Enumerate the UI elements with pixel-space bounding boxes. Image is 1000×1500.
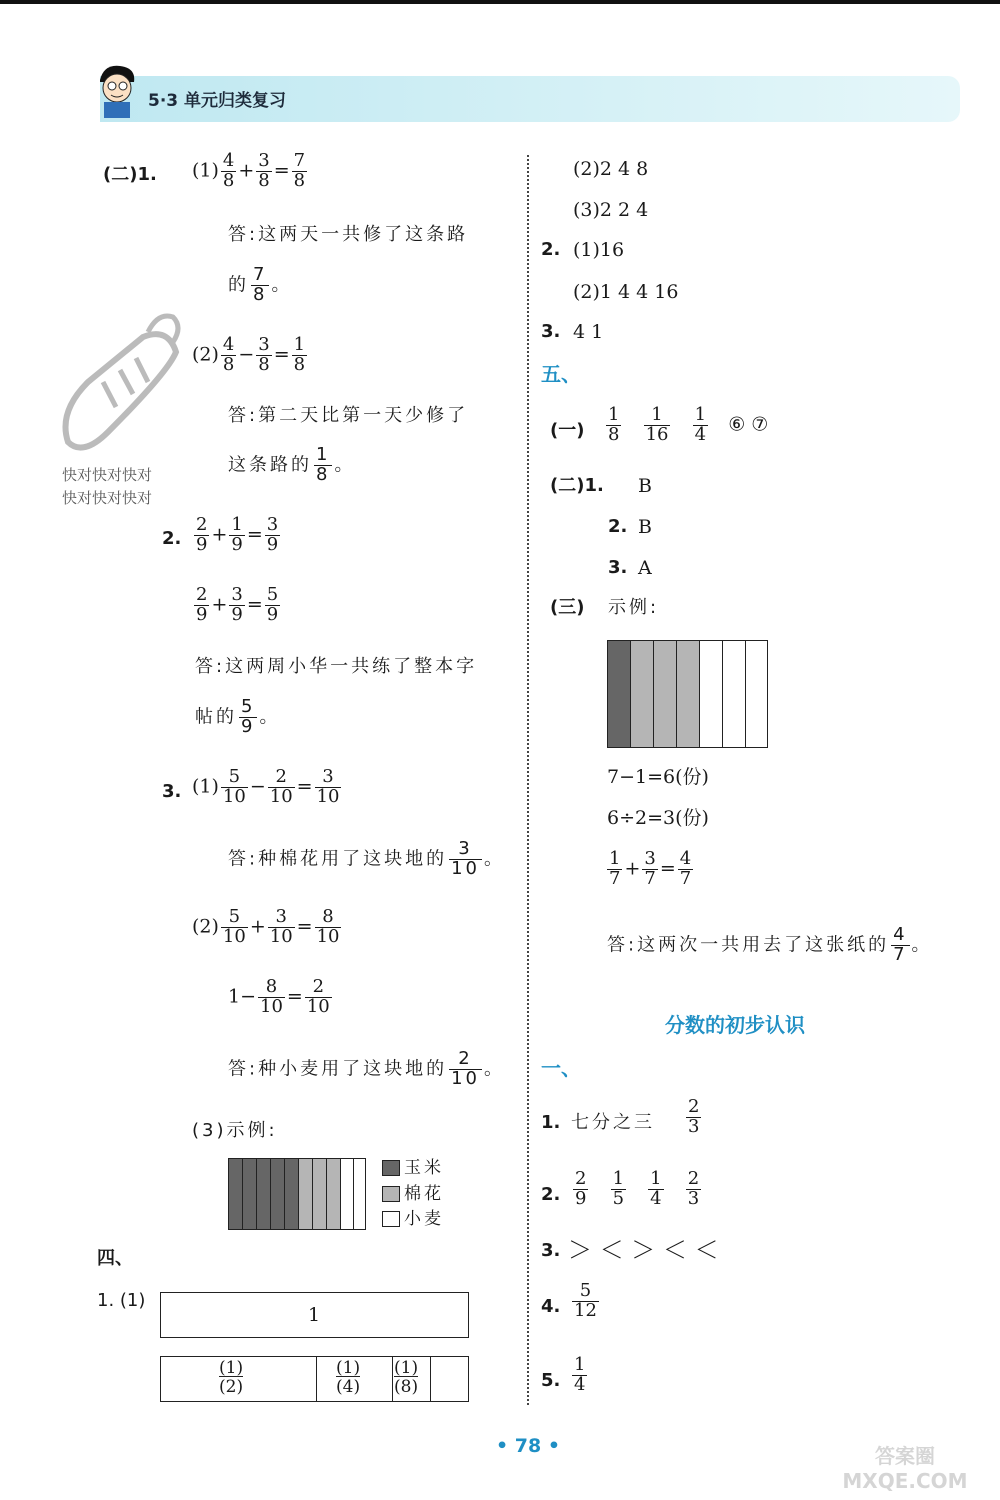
half-label: (1) (2) xyxy=(219,1358,244,1397)
corn-part xyxy=(271,1159,285,1229)
q1-1-equation: (1) $\frac{4}{8}$ + $\frac{3}{8}$ = $\frac{7}{8}$ xyxy=(192,150,306,191)
corn-part xyxy=(257,1159,271,1229)
q3-2-answer: 答:种小麦用了这块地的 $\frac{2}{10}$ 。 xyxy=(228,1048,505,1089)
r-line-3: (1)16 xyxy=(573,239,625,261)
legend-swatch xyxy=(382,1160,400,1176)
fq5-label: 5. xyxy=(541,1370,561,1391)
s5-2-3-label: 3. xyxy=(608,557,628,578)
watermark-text: 答案圈 MXQE.COM xyxy=(842,1444,968,1493)
fq2-fracs: $\frac{2}{9}$ $\frac{1}{5}$ $\frac{1}{4}$ $\frac{2}{3}$ xyxy=(575,1168,700,1209)
corn-part xyxy=(243,1159,257,1229)
section-2-label: (二)1. xyxy=(103,164,157,185)
whole-bar xyxy=(160,1292,469,1338)
s5-3-label: (三) xyxy=(550,597,585,618)
q1-1-answer-line1: 答:这两天一共修了这条路 xyxy=(228,224,469,245)
q3-1-answer: 答:种棉花用了这块地的 $\frac{3}{10}$ 。 xyxy=(228,838,505,879)
fq2-label: 2. xyxy=(541,1184,561,1205)
fq5-frac: $\frac{1}{4}$ xyxy=(574,1354,586,1395)
header-title: 5·3 单元归类复习 xyxy=(148,91,287,111)
r-line-1: (2)2 4 8 xyxy=(573,158,649,180)
paper-diagram xyxy=(607,640,768,748)
used-part xyxy=(677,641,700,747)
sketch-text-2: 快对快对快对 xyxy=(62,489,153,507)
top-border xyxy=(0,0,1000,4)
fq3-label: 3. xyxy=(541,1240,561,1261)
legend-swatch xyxy=(382,1186,400,1202)
used-part xyxy=(654,641,677,747)
calc-3: $\frac{1}{7}$ + $\frac{3}{7}$ = $\frac{4}{7}$ xyxy=(609,848,692,889)
r-line-2: (3)2 2 4 xyxy=(573,199,649,221)
quarter-label: (1) (4) xyxy=(336,1358,361,1397)
s5-2-2-label: 2. xyxy=(608,516,628,537)
r-q2-label: 2. xyxy=(541,239,561,260)
s5-2-3: A xyxy=(638,557,652,579)
q3-2-equation: (2) $\frac{5}{10}$ + $\frac{3}{10}$ = $\frac{8}{10}$ xyxy=(192,906,340,947)
legend-cotton: 棉花 xyxy=(382,1186,444,1203)
used-part xyxy=(608,641,631,747)
fq4-frac: $\frac{5}{12}$ xyxy=(574,1280,597,1321)
calc-answer: 答:这两次一共用去了这张纸的 $\frac{4}{7}$ 。 xyxy=(607,924,933,965)
cotton-part xyxy=(327,1159,341,1229)
q2-label: 2. xyxy=(162,528,182,549)
column-divider xyxy=(527,155,529,1405)
s5-2-label: (二)1. xyxy=(550,475,604,496)
calc-2: 6÷2=3(份) xyxy=(607,807,709,829)
r-line-5: 4 1 xyxy=(573,321,604,343)
fq1-text: 七分之三 xyxy=(571,1112,655,1133)
unused-part xyxy=(700,641,723,747)
whole-bar-label: 1 xyxy=(308,1304,321,1326)
fq3-text: ＞ ＜ ＞ ＜ ＜ xyxy=(568,1236,719,1264)
q1-2-answer-line2: 这条路的 $\frac{1}{8}$ 。 xyxy=(228,444,356,485)
q3-2-equation-b: 1− $\frac{8}{10}$ = $\frac{2}{10}$ xyxy=(228,976,330,1017)
boy-mascot-icon xyxy=(94,62,140,118)
fq4-label: 4. xyxy=(541,1296,561,1317)
s5-2-1: B xyxy=(638,475,652,497)
split-bar xyxy=(160,1356,469,1402)
q2-equation-2: $\frac{2}{9}$ + $\frac{3}{9}$ = $\frac{5}{9}$ xyxy=(196,584,279,625)
s5-2-2: B xyxy=(638,516,652,538)
page-number: • 78 • xyxy=(496,1435,560,1457)
r-line-4: (2)1 4 4 16 xyxy=(573,281,679,303)
watermark-logo xyxy=(820,1412,990,1492)
legend-wheat: 小麦 xyxy=(382,1211,444,1228)
q2-equation-1: $\frac{2}{9}$ + $\frac{1}{9}$ = $\frac{3}{9}$ xyxy=(196,514,279,555)
corn-part xyxy=(285,1159,299,1229)
wheat-part xyxy=(341,1159,354,1229)
section-1-label: 一、 xyxy=(541,1056,581,1080)
q2-answer-line1: 答:这两周小华一共练了整本字 xyxy=(195,656,478,677)
q1-2-answer-line1: 答:第二天比第一天少修了 xyxy=(228,405,469,426)
used-part xyxy=(631,641,654,747)
r-q3-label: 3. xyxy=(541,321,561,342)
fq1-frac: $\frac{2}{3}$ xyxy=(688,1096,700,1137)
corn-part xyxy=(229,1159,243,1229)
q1-2-equation: (2) $\frac{4}{8}$ − $\frac{3}{8}$ = $\frac{1}{8}$ xyxy=(192,334,306,375)
q3-label: 3. xyxy=(162,781,182,802)
land-division-diagram xyxy=(228,1158,366,1230)
unused-part xyxy=(723,641,746,747)
eighth-label: (1) (8) xyxy=(394,1358,419,1397)
calc-1: 7−1=6(份) xyxy=(607,766,709,788)
cotton-part xyxy=(299,1159,313,1229)
s5-3-text: 示例: xyxy=(608,597,660,618)
s5-1-label: (一) xyxy=(550,420,585,441)
section-title: 分数的初步认识 xyxy=(665,1013,805,1037)
section-4-q1-label: 1. (1) xyxy=(97,1290,146,1311)
carrot-sketch-icon xyxy=(48,312,188,462)
q1-1-answer-line2: 的 $\frac{7}{8}$ 。 xyxy=(228,264,293,305)
legend-corn: 玉米 xyxy=(382,1160,444,1177)
section-4-label: 四、 xyxy=(97,1248,133,1269)
section-5-label: 五、 xyxy=(541,362,581,386)
q2-answer-line2: 帖的 $\frac{5}{9}$ 。 xyxy=(195,696,281,737)
legend-swatch xyxy=(382,1211,400,1227)
fq1-label: 1. xyxy=(541,1112,561,1133)
sketch-text-1: 快对快对快对 xyxy=(62,466,153,484)
s5-1-answers: $\frac{1}{8}$ $\frac{1}{16}$ $\frac{1}{4}$ ⑥ ⑦ xyxy=(608,404,769,445)
cotton-part xyxy=(313,1159,327,1229)
q3-1-equation: (1) $\frac{5}{10}$ − $\frac{2}{10}$ = $\frac{3}{10}$ xyxy=(192,766,340,807)
q3-3-label: (3)示例: xyxy=(192,1120,278,1141)
